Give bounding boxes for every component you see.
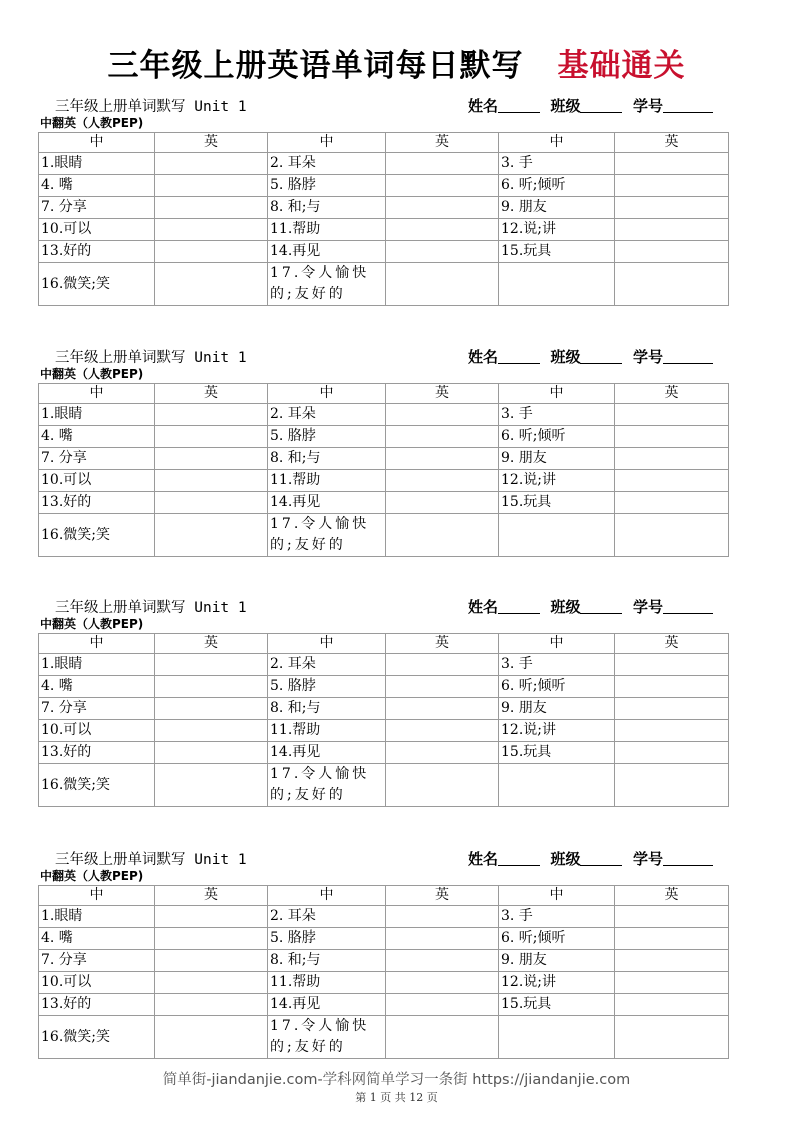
class-blank[interactable] xyxy=(580,112,622,113)
chinese-word-cell: 3. 手 xyxy=(499,906,615,928)
table-row xyxy=(39,928,729,950)
column-header: 英 xyxy=(155,384,268,404)
chinese-word-cell xyxy=(499,1016,615,1059)
title-accent: 基础通关 xyxy=(557,48,686,84)
dictation-table xyxy=(38,885,729,1059)
english-answer-cell[interactable] xyxy=(155,241,268,263)
chinese-word-cell: 2. 耳朵 xyxy=(268,153,386,175)
english-answer-cell[interactable] xyxy=(386,950,499,972)
english-answer-cell[interactable] xyxy=(615,1016,729,1059)
english-answer-cell[interactable] xyxy=(155,448,268,470)
chinese-word-cell: 7. 分享 xyxy=(39,197,155,219)
table-row xyxy=(39,175,729,197)
chinese-word-cell: 13.好的 xyxy=(39,742,155,764)
english-answer-cell[interactable] xyxy=(155,928,268,950)
chinese-word-cell: 11.帮助 xyxy=(268,470,386,492)
column-header: 中 xyxy=(499,384,615,404)
english-answer-cell[interactable] xyxy=(615,448,729,470)
chinese-word-cell: 7. 分享 xyxy=(39,448,155,470)
english-answer-cell[interactable] xyxy=(155,654,268,676)
chinese-word-cell: 3. 手 xyxy=(499,404,615,426)
chinese-word-cell: 5. 胳脖 xyxy=(268,426,386,448)
english-answer-cell[interactable] xyxy=(386,654,499,676)
name-blank[interactable] xyxy=(498,363,540,364)
english-answer-cell[interactable] xyxy=(386,448,499,470)
english-answer-cell[interactable] xyxy=(155,972,268,994)
table-row xyxy=(39,241,729,263)
english-answer-cell[interactable] xyxy=(386,426,499,448)
section-header xyxy=(38,845,728,883)
section-title: 三年级上册单词默写 Unit 1 xyxy=(55,852,247,868)
section-title: 三年级上册单词默写 Unit 1 xyxy=(55,600,247,616)
column-header: 中 xyxy=(39,886,155,906)
section-header xyxy=(38,92,728,130)
name-label: 姓名 xyxy=(468,348,499,366)
column-header: 英 xyxy=(155,133,268,153)
chinese-word-cell: 13.好的 xyxy=(39,241,155,263)
chinese-word-cell: 17.令人愉快的;友好的 xyxy=(268,1016,386,1059)
chinese-word-cell: 7. 分享 xyxy=(39,950,155,972)
table-row xyxy=(39,906,729,928)
english-answer-cell[interactable] xyxy=(615,742,729,764)
english-answer-cell[interactable] xyxy=(615,764,729,807)
english-answer-cell[interactable] xyxy=(155,404,268,426)
chinese-word-cell: 13.好的 xyxy=(39,994,155,1016)
english-answer-cell[interactable] xyxy=(155,994,268,1016)
section-header xyxy=(38,593,728,631)
id-label: 学号 xyxy=(632,97,663,115)
chinese-word-cell: 5. 胳脖 xyxy=(268,676,386,698)
english-answer-cell[interactable] xyxy=(615,263,729,306)
name-label: 姓名 xyxy=(468,97,499,115)
english-answer-cell[interactable] xyxy=(155,219,268,241)
chinese-word-cell: 7. 分享 xyxy=(39,698,155,720)
english-answer-cell[interactable] xyxy=(386,470,499,492)
chinese-word-cell: 17.令人愉快的;友好的 xyxy=(268,764,386,807)
table-row xyxy=(39,470,729,492)
english-answer-cell[interactable] xyxy=(615,241,729,263)
english-answer-cell[interactable] xyxy=(615,175,729,197)
english-answer-cell[interactable] xyxy=(386,175,499,197)
name-blank[interactable] xyxy=(498,613,540,614)
column-header: 英 xyxy=(615,384,729,404)
worksheet-section xyxy=(38,343,728,553)
table-header-row xyxy=(39,133,729,153)
english-answer-cell[interactable] xyxy=(386,972,499,994)
chinese-word-cell: 6. 听;倾听 xyxy=(499,676,615,698)
chinese-word-cell: 12.说;讲 xyxy=(499,470,615,492)
chinese-word-cell: 10.可以 xyxy=(39,972,155,994)
chinese-word-cell: 8. 和;与 xyxy=(268,197,386,219)
name-label: 姓名 xyxy=(468,598,499,616)
english-answer-cell[interactable] xyxy=(155,514,268,557)
chinese-word-cell xyxy=(499,514,615,557)
english-answer-cell[interactable] xyxy=(386,404,499,426)
column-header: 英 xyxy=(615,133,729,153)
column-header: 中 xyxy=(499,133,615,153)
chinese-word-cell: 16.微笑;笑 xyxy=(39,263,155,306)
chinese-word-cell: 4. 嘴 xyxy=(39,426,155,448)
chinese-word-cell: 6. 听;倾听 xyxy=(499,426,615,448)
table-header-row xyxy=(39,384,729,404)
class-blank[interactable] xyxy=(580,613,622,614)
english-answer-cell[interactable] xyxy=(155,197,268,219)
dictation-table xyxy=(38,383,729,557)
table-row xyxy=(39,950,729,972)
chinese-word-cell: 5. 胳脖 xyxy=(268,928,386,950)
section-subtitle: 中翻英（人教PEP) xyxy=(40,617,144,631)
chinese-word-cell: 9. 朋友 xyxy=(499,950,615,972)
english-answer-cell[interactable] xyxy=(155,153,268,175)
column-header: 中 xyxy=(39,634,155,654)
id-blank[interactable] xyxy=(663,613,713,614)
english-answer-cell[interactable] xyxy=(386,219,499,241)
table-row xyxy=(39,972,729,994)
chinese-word-cell: 16.微笑;笑 xyxy=(39,764,155,807)
english-answer-cell[interactable] xyxy=(155,470,268,492)
table-row xyxy=(39,426,729,448)
english-answer-cell[interactable] xyxy=(615,514,729,557)
table-row xyxy=(39,1016,729,1059)
student-info xyxy=(468,346,713,367)
table-row xyxy=(39,263,729,306)
chinese-word-cell: 1.眼睛 xyxy=(39,404,155,426)
column-header: 英 xyxy=(615,886,729,906)
chinese-word-cell xyxy=(499,764,615,807)
english-answer-cell[interactable] xyxy=(386,742,499,764)
table-row xyxy=(39,994,729,1016)
chinese-word-cell: 15.玩具 xyxy=(499,994,615,1016)
id-label: 学号 xyxy=(632,598,663,616)
chinese-word-cell: 4. 嘴 xyxy=(39,928,155,950)
chinese-word-cell: 3. 手 xyxy=(499,153,615,175)
english-answer-cell[interactable] xyxy=(615,470,729,492)
id-label: 学号 xyxy=(632,850,663,868)
name-blank[interactable] xyxy=(498,112,540,113)
english-answer-cell[interactable] xyxy=(155,764,268,807)
english-answer-cell[interactable] xyxy=(155,676,268,698)
english-answer-cell[interactable] xyxy=(615,404,729,426)
table-row xyxy=(39,742,729,764)
chinese-word-cell: 14.再见 xyxy=(268,492,386,514)
id-blank[interactable] xyxy=(663,363,713,364)
english-answer-cell[interactable] xyxy=(615,950,729,972)
english-answer-cell[interactable] xyxy=(386,1016,499,1059)
chinese-word-cell: 11.帮助 xyxy=(268,972,386,994)
english-answer-cell[interactable] xyxy=(615,426,729,448)
table-header-row xyxy=(39,886,729,906)
english-answer-cell[interactable] xyxy=(155,950,268,972)
chinese-word-cell: 12.说;讲 xyxy=(499,720,615,742)
title-main: 三年级上册英语单词每日默写 xyxy=(107,48,524,84)
english-answer-cell[interactable] xyxy=(615,906,729,928)
table-header-row xyxy=(39,634,729,654)
chinese-word-cell: 6. 听;倾听 xyxy=(499,175,615,197)
column-header: 中 xyxy=(499,886,615,906)
chinese-word-cell: 2. 耳朵 xyxy=(268,404,386,426)
table-row xyxy=(39,219,729,241)
english-answer-cell[interactable] xyxy=(386,676,499,698)
chinese-word-cell: 17.令人愉快的;友好的 xyxy=(268,514,386,557)
class-label: 班级 xyxy=(550,598,581,616)
section-title: 三年级上册单词默写 Unit 1 xyxy=(55,350,247,366)
table-row xyxy=(39,197,729,219)
worksheet-section xyxy=(38,92,728,302)
chinese-word-cell: 1.眼睛 xyxy=(39,906,155,928)
dictation-table xyxy=(38,132,729,306)
column-header: 英 xyxy=(386,384,499,404)
english-answer-cell[interactable] xyxy=(155,426,268,448)
chinese-word-cell: 10.可以 xyxy=(39,219,155,241)
column-header: 英 xyxy=(386,886,499,906)
table-row xyxy=(39,764,729,807)
chinese-word-cell: 8. 和;与 xyxy=(268,698,386,720)
chinese-word-cell: 1.眼睛 xyxy=(39,654,155,676)
id-label: 学号 xyxy=(632,348,663,366)
section-title: 三年级上册单词默写 Unit 1 xyxy=(55,99,247,115)
student-info xyxy=(468,848,713,869)
chinese-word-cell: 9. 朋友 xyxy=(499,698,615,720)
column-header: 中 xyxy=(268,634,386,654)
id-blank[interactable] xyxy=(663,865,713,866)
chinese-word-cell: 11.帮助 xyxy=(268,219,386,241)
column-header: 中 xyxy=(268,886,386,906)
chinese-word-cell: 8. 和;与 xyxy=(268,448,386,470)
name-label: 姓名 xyxy=(468,850,499,868)
column-header: 英 xyxy=(155,886,268,906)
name-blank[interactable] xyxy=(498,865,540,866)
student-info xyxy=(468,95,713,116)
chinese-word-cell: 16.微笑;笑 xyxy=(39,514,155,557)
section-header xyxy=(38,343,728,381)
english-answer-cell[interactable] xyxy=(386,906,499,928)
class-label: 班级 xyxy=(550,97,581,115)
column-header: 英 xyxy=(386,634,499,654)
english-answer-cell[interactable] xyxy=(155,742,268,764)
chinese-word-cell: 9. 朋友 xyxy=(499,448,615,470)
table-row xyxy=(39,448,729,470)
chinese-word-cell: 10.可以 xyxy=(39,470,155,492)
english-answer-cell[interactable] xyxy=(386,698,499,720)
chinese-word-cell: 9. 朋友 xyxy=(499,197,615,219)
english-answer-cell[interactable] xyxy=(155,175,268,197)
english-answer-cell[interactable] xyxy=(615,153,729,175)
english-answer-cell[interactable] xyxy=(615,720,729,742)
table-row xyxy=(39,404,729,426)
worksheet-section xyxy=(38,593,728,803)
dictation-table xyxy=(38,633,729,807)
english-answer-cell[interactable] xyxy=(386,928,499,950)
chinese-word-cell: 15.玩具 xyxy=(499,742,615,764)
chinese-word-cell: 15.玩具 xyxy=(499,241,615,263)
english-answer-cell[interactable] xyxy=(615,676,729,698)
table-row xyxy=(39,654,729,676)
english-answer-cell[interactable] xyxy=(155,1016,268,1059)
section-subtitle: 中翻英（人教PEP) xyxy=(40,869,144,883)
column-header: 英 xyxy=(386,133,499,153)
table-row xyxy=(39,514,729,557)
chinese-word-cell: 14.再见 xyxy=(268,241,386,263)
english-answer-cell[interactable] xyxy=(386,764,499,807)
column-header: 中 xyxy=(268,384,386,404)
english-answer-cell[interactable] xyxy=(155,720,268,742)
page-title xyxy=(0,40,793,85)
english-answer-cell[interactable] xyxy=(615,219,729,241)
chinese-word-cell: 4. 嘴 xyxy=(39,175,155,197)
section-subtitle: 中翻英（人教PEP) xyxy=(40,367,144,381)
column-header: 中 xyxy=(39,133,155,153)
id-blank[interactable] xyxy=(663,112,713,113)
chinese-word-cell: 14.再见 xyxy=(268,742,386,764)
english-answer-cell[interactable] xyxy=(615,698,729,720)
page-number: 第 1 页 共 12 页 xyxy=(355,1091,438,1104)
chinese-word-cell: 1.眼睛 xyxy=(39,153,155,175)
english-answer-cell[interactable] xyxy=(615,928,729,950)
column-header: 中 xyxy=(268,133,386,153)
english-answer-cell[interactable] xyxy=(386,197,499,219)
class-blank[interactable] xyxy=(580,363,622,364)
english-answer-cell[interactable] xyxy=(155,906,268,928)
english-answer-cell[interactable] xyxy=(155,263,268,306)
column-header: 英 xyxy=(155,634,268,654)
chinese-word-cell: 5. 胳脖 xyxy=(268,175,386,197)
chinese-word-cell: 13.好的 xyxy=(39,492,155,514)
english-answer-cell[interactable] xyxy=(155,698,268,720)
worksheet-section xyxy=(38,845,728,1055)
section-subtitle: 中翻英（人教PEP) xyxy=(40,116,144,130)
chinese-word-cell: 11.帮助 xyxy=(268,720,386,742)
column-header: 中 xyxy=(499,634,615,654)
column-header: 英 xyxy=(615,634,729,654)
table-row xyxy=(39,676,729,698)
student-info xyxy=(468,596,713,617)
english-answer-cell[interactable] xyxy=(386,492,499,514)
english-answer-cell[interactable] xyxy=(386,263,499,306)
table-row xyxy=(39,492,729,514)
english-answer-cell[interactable] xyxy=(386,994,499,1016)
english-answer-cell[interactable] xyxy=(615,654,729,676)
english-answer-cell[interactable] xyxy=(615,197,729,219)
english-answer-cell[interactable] xyxy=(386,241,499,263)
chinese-word-cell: 15.玩具 xyxy=(499,492,615,514)
english-answer-cell[interactable] xyxy=(615,972,729,994)
chinese-word-cell xyxy=(499,263,615,306)
chinese-word-cell: 12.说;讲 xyxy=(499,219,615,241)
chinese-word-cell: 14.再见 xyxy=(268,994,386,1016)
class-label: 班级 xyxy=(550,348,581,366)
english-answer-cell[interactable] xyxy=(615,492,729,514)
column-header: 中 xyxy=(39,384,155,404)
chinese-word-cell: 8. 和;与 xyxy=(268,950,386,972)
footer-text: 简单街-jiandanjie.com-学科网简单学习一条街 https://jiandanjie.com xyxy=(162,1072,631,1088)
chinese-word-cell: 12.说;讲 xyxy=(499,972,615,994)
table-row xyxy=(39,698,729,720)
english-answer-cell[interactable] xyxy=(155,492,268,514)
chinese-word-cell: 4. 嘴 xyxy=(39,676,155,698)
table-row xyxy=(39,720,729,742)
class-label: 班级 xyxy=(550,850,581,868)
chinese-word-cell: 2. 耳朵 xyxy=(268,654,386,676)
chinese-word-cell: 3. 手 xyxy=(499,654,615,676)
chinese-word-cell: 17.令人愉快的;友好的 xyxy=(268,263,386,306)
class-blank[interactable] xyxy=(580,865,622,866)
chinese-word-cell: 10.可以 xyxy=(39,720,155,742)
chinese-word-cell: 2. 耳朵 xyxy=(268,906,386,928)
english-answer-cell[interactable] xyxy=(386,514,499,557)
chinese-word-cell: 16.微笑;笑 xyxy=(39,1016,155,1059)
chinese-word-cell: 6. 听;倾听 xyxy=(499,928,615,950)
english-answer-cell[interactable] xyxy=(386,153,499,175)
english-answer-cell[interactable] xyxy=(386,720,499,742)
table-row xyxy=(39,153,729,175)
english-answer-cell[interactable] xyxy=(615,994,729,1016)
